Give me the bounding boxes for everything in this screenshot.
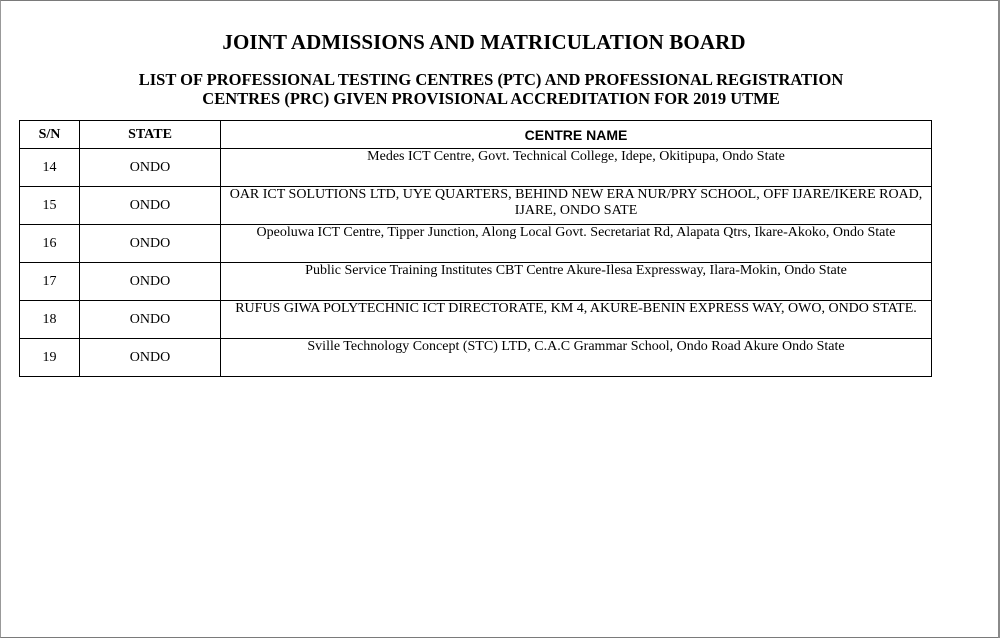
header-state: STATE [80, 121, 221, 149]
cell-centre-name: Sville Technology Concept (STC) LTD, C.A.C Grammar School, Ondo Road Akure Ondo State [221, 339, 932, 377]
table-row [20, 187, 932, 225]
cell-state: ONDO [80, 149, 221, 187]
table-row [20, 263, 932, 301]
table-header-row [20, 121, 932, 149]
centres-table [19, 120, 932, 377]
cell-state: ONDO [80, 339, 221, 377]
cell-sn: 14 [20, 149, 80, 187]
table-row [20, 225, 932, 263]
header-sn: S/N [20, 121, 80, 149]
cell-sn: 15 [20, 187, 80, 225]
cell-centre-name: OAR ICT SOLUTIONS LTD, UYE QUARTERS, BEHIND NEW ERA NUR/PRY SCHOOL, OFF IJARE/IKERE ROAD, IJARE, ONDO SATE [221, 187, 932, 225]
table-row [20, 339, 932, 377]
header-centre-name: CENTRE NAME [221, 121, 932, 149]
document-subtitle [0, 70, 982, 108]
table-row [20, 149, 932, 187]
document-title: JOINT ADMISSIONS AND MATRICULATION BOARD [222, 30, 746, 54]
cell-state: ONDO [80, 225, 221, 263]
cell-centre-name: Public Service Training Institutes CBT Centre Akure-Ilesa Expressway, Ilara-Mokin, Ondo State [221, 263, 932, 301]
table-row [20, 301, 932, 339]
cell-sn: 18 [20, 301, 80, 339]
cell-sn: 16 [20, 225, 80, 263]
subtitle-line-2: CENTRES (PRC) GIVEN PROVISIONAL ACCREDITATION FOR 2019 UTME [202, 89, 780, 108]
cell-centre-name: RUFUS GIWA POLYTECHNIC ICT DIRECTORATE, KM 4, AKURE-BENIN EXPRESS WAY, OWO, ONDO STATE. [221, 301, 932, 339]
cell-state: ONDO [80, 263, 221, 301]
cell-state: ONDO [80, 187, 221, 225]
cell-sn: 17 [20, 263, 80, 301]
subtitle-line-1: LIST OF PROFESSIONAL TESTING CENTRES (PTC) AND PROFESSIONAL REGISTRATION [138, 70, 844, 89]
cell-centre-name: Medes ICT Centre, Govt. Technical College, Idepe, Okitipupa, Ondo State [221, 149, 932, 187]
cell-state: ONDO [80, 301, 221, 339]
cell-centre-name: Opeoluwa ICT Centre, Tipper Junction, Along Local Govt. Secretariat Rd, Alapata Qtrs, Ikare-Akoko, Ondo State [221, 225, 932, 263]
cell-sn: 19 [20, 339, 80, 377]
